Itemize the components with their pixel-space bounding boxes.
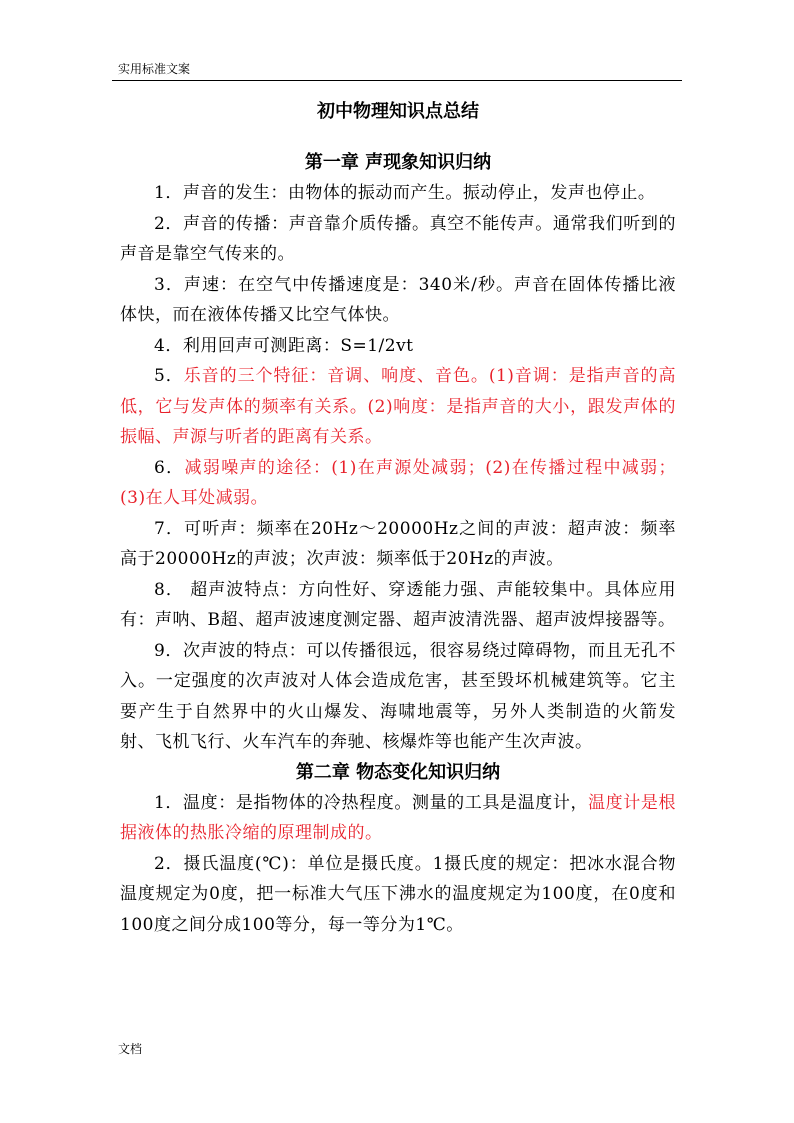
- ch1-paragraph-7: 7．可听声：频率在20Hz～20000Hz之间的声波：超声波：频率高于20000Hz的声波；次声波：频率低于20Hz的声波。: [120, 518, 676, 569]
- document-body: [120, 98, 676, 940]
- ch1-paragraph-9: 9．次声波的特点：可以传播很远，很容易绕过障碍物，而且无孔不入。一定强度的次声波对人体会造成危害，甚至毁坏机械建筑等。它主要产生于自然界中的火山爆发、海啸地震等，另外人类制造的火箭发射、飞机飞行、火车汽车的奔驰、核爆炸等也能产生次声波。: [120, 640, 676, 752]
- ch1-paragraph-1: 1．声音的发生：由物体的振动而产生。振动停止，发声也停止。: [154, 183, 656, 203]
- ch1-paragraph-8: 8． 超声波特点：方向性好、穿透能力强、声能较集中。具体应用有：声呐、B超、超声波速度测定器、超声波清洗器、超声波焊接器等。: [120, 579, 676, 630]
- ch1-paragraph-5-number: 5．: [154, 366, 184, 386]
- ch1-paragraph-5-highlight: 乐音的三个特征：音调、响度、音色。(1)音调：是指声音的高低，它与发声体的频率有关系。(2)响度：是指声音的大小，跟发声体的振幅、声源与听者的距离有关系。: [120, 366, 676, 447]
- ch1-paragraph-6: [120, 453, 676, 514]
- chapter-1-title: 第一章 声现象知识归纳: [304, 152, 492, 173]
- ch2-paragraph-1-text: 1．温度：是指物体的冷热程度。测量的工具是温度计，: [154, 792, 589, 813]
- document-title: 初中物理知识点总结: [317, 101, 479, 122]
- ch1-paragraph-4: 4．利用回声可测距离：S=1/2vt: [154, 335, 414, 356]
- chapter-2-title: 第二章 物态变化知识归纳: [295, 761, 501, 783]
- page-header-text: 实用标准文案: [118, 62, 191, 76]
- ch2-paragraph-2: 2．摄氏温度(℃)：单位是摄氏度。1摄氏度的规定：把冰水混合物温度规定为0度，把一标准大气压下沸水的温度规定为100度，在0度和100度之间分成100等分，每一等分为1℃。: [120, 853, 676, 935]
- ch1-paragraph-3: 3．声速：在空气中传播速度是：340米/秒。声音在固体传播比液体快，而在液体传播又比空气体快。: [120, 274, 676, 325]
- header-divider: [112, 80, 682, 81]
- ch1-paragraph-5: [120, 361, 676, 453]
- ch1-paragraph-6-number: 6．: [154, 457, 185, 478]
- ch2-paragraph-1: [120, 788, 676, 849]
- page-footer-text: 文档: [118, 1042, 143, 1056]
- ch1-paragraph-6-highlight: 减弱噪声的途径：(1)在声源处减弱；(2)在传播过程中减弱；(3)在人耳处减弱。: [120, 457, 676, 508]
- ch2-paragraph-1-highlight: 温度计是根据液体的热胀冷缩的原理制成的。: [120, 792, 676, 843]
- ch1-paragraph-2: 2．声音的传播：声音靠介质传播。真空不能传声。通常我们听到的声音是靠空气传来的。: [120, 213, 676, 264]
